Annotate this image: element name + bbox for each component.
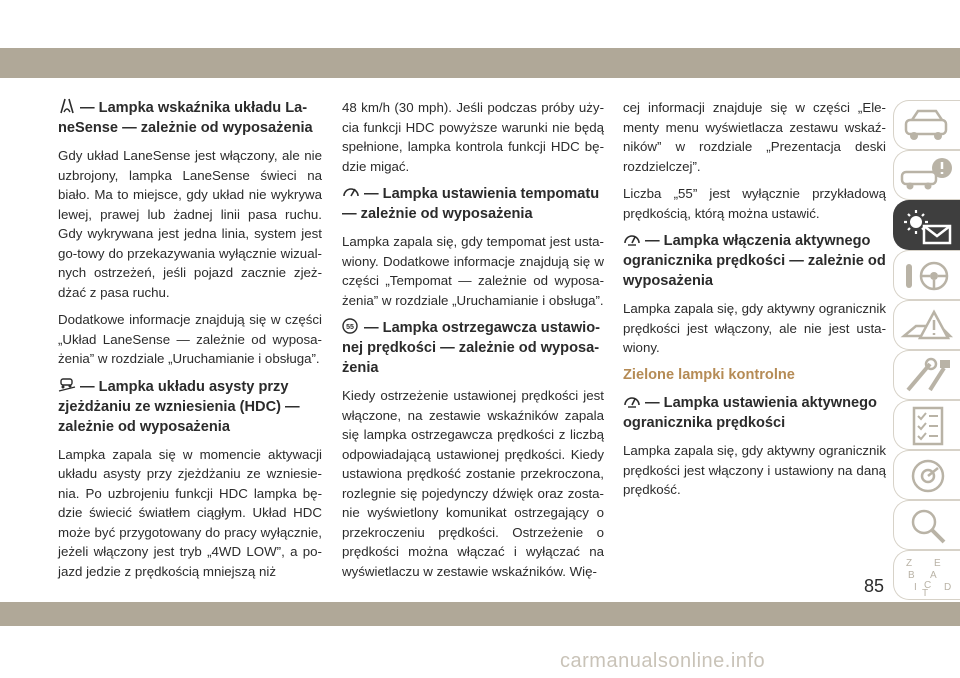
section-heading-green-lights: Zielone lampki kontrolne [623,366,795,383]
heading-limiter-on: — Lampka włączenia aktywnego ogranicznika prędkości — zależnie od wyposażenia [623,233,886,289]
paragraph: Dodatkowe informacje znajdują się w części „Układ LaneSense — zależnie od wyposa-żenia” w rozdziale „Uruchamianie i obsługa”. [58,312,322,366]
hill-descent-icon [58,377,76,393]
speed-limit-badge-icon [342,318,360,334]
watermark: carmanualsonline.info [560,650,766,672]
heading-limiter-set: — Lampka ustawienia aktywnego ogranicznika prędkości [623,395,877,431]
index-letter: B [908,570,915,581]
index-letter: E [934,558,941,569]
lanesense-icon [58,98,76,114]
paragraph: Lampka zapala się, gdy aktywny ogranicznik prędkości jest włączony i ustawiony na daną prędkość. [623,443,886,497]
index-letter: C [924,580,932,591]
chapter-tabs [893,100,960,600]
heading-cruise-control: — Lampka ustawienia tempomatu — zależnie od wyposażenia [342,186,600,222]
steering-wheel-key-icon [900,256,956,296]
heading-hdc: — Lampka układu asysty przy zjeżdżaniu ze wzniesienia (HDC) — zależnie od wyposażenia [58,378,300,435]
column-left [58,98,322,589]
speed-badge-number: 55 [346,324,354,331]
index-letter: I [914,582,917,593]
bottom-band [0,602,960,626]
paragraph: Lampka zapala się, gdy tempomat jest usta-wiony. Dodatkowe informacje znajdują się w części „Tempomat — zależnie od wyposa-żenia” w rozdziale „Uruchamianie i obsługa”. [342,234,604,308]
index-letter: T [922,588,929,596]
magnifier-icon [900,506,956,546]
paragraph: cej informacji znajduje się w części „Ele-menty menu wyświetlacza zestawu wskaź-ników” w rozdziale „Prezentacja deski rozdzielczej”. [623,100,886,174]
speed-limiter-icon [623,231,641,247]
cruise-control-icon [342,184,360,200]
heading-lanesense: — Lampka wskaźnika układu La-neSense — zależnie od wyposażenia [58,100,313,136]
column-middle [342,98,604,589]
paragraph: 48 km/h (30 mph). Jeśli podczas próby uży-cia funkcji HDC powyższe warunki nie będą spełnione, lampka kontrola funkcji HDC bę-dzie migać. [342,100,604,174]
gauge-dial-icon [900,456,956,496]
tab-checklist[interactable] [893,400,960,450]
car-front-icon [900,106,956,146]
tab-indicator-lights[interactable] [893,200,960,250]
paragraph: Lampka zapala się, gdy aktywny ogranicznik prędkości jest włączony, ale nie jest usta-wiony. [623,301,886,355]
paragraph: Liczba „55” jest wyłącznie przykładową prędkością, którą można ustawić. [623,186,886,221]
tab-search[interactable] [893,500,960,550]
wrench-tools-icon [900,356,956,396]
tab-car-warning[interactable] [893,150,960,200]
index-letter: A [930,570,937,581]
tab-warning-triangle[interactable] [893,300,960,350]
paragraph: Kiedy ostrzeżenie ustawionej prędkości jest włączone, na zestawie wskaźników zapala się lampka ostrzegawcza prędkości z liczbą odpowiadającą ustawionej prędkości. Kiedy ustawiona prędkość zostanie przekroczona, rozlegnie się pojedynczy dźwięk oraz zosta-nie wyświetlony komunikat ostrzegający o przekroczeniu prędkości. Ostrzeżenie o prędkości można włączać i wyłączać na wyświetlaczu w zestawie wskaźników. Wię- [342,388,604,579]
car-warning-icon [900,156,956,196]
checklist-icon [900,406,956,446]
tab-steering-key[interactable] [893,250,960,300]
heading-speed-warning: 55 — Lampka ostrzegawcza ustawio-nej prędkości — zależnie od wyposa-żenia [342,320,600,376]
paragraph: Gdy układ LaneSense jest włączony, ale nie uzbrojony, lampka LaneSense świeci na biało. Ma to miejsce, gdy układ nie wykrywa lewej, prawej lub żadnej linii pasa ruchu. Gdy wykrywana jest jedna linia, system jest go-towy do przekazywania wyłącznie wizual-nych ostrzeżeń, jeśli pojazd zacznie zjeż-dżać z pasa ruchu. [58,148,322,300]
column-right [623,98,886,508]
page-number: 85 [864,576,885,596]
tab-tools[interactable] [893,350,960,400]
tab-index[interactable] [893,550,960,600]
paragraph: Lampka zapala się w momencie aktywacji układu asysty przy zjeżdżaniu ze wzniesie-nia. Po uzbrojeniu funkcji HDC lampka bę-dzie świecić światłem ciągłym. Układ HDC może być przygotowany do pracy wyłącznie, jeżeli włączony jest tryb „4WD LOW”, a po-jazd jedzie z prędkością mniejszą niż [58,446,322,579]
index-letter: D [944,582,952,593]
speed-limiter-set-icon [623,393,641,409]
indicator-lights-icon [900,206,956,246]
top-band [0,48,960,78]
warning-triangle-car-icon [900,306,956,346]
tab-car-front[interactable] [893,100,960,150]
index-letter: Z [906,558,913,569]
tab-gauge[interactable] [893,450,960,500]
alphabet-index-icon [900,556,956,596]
